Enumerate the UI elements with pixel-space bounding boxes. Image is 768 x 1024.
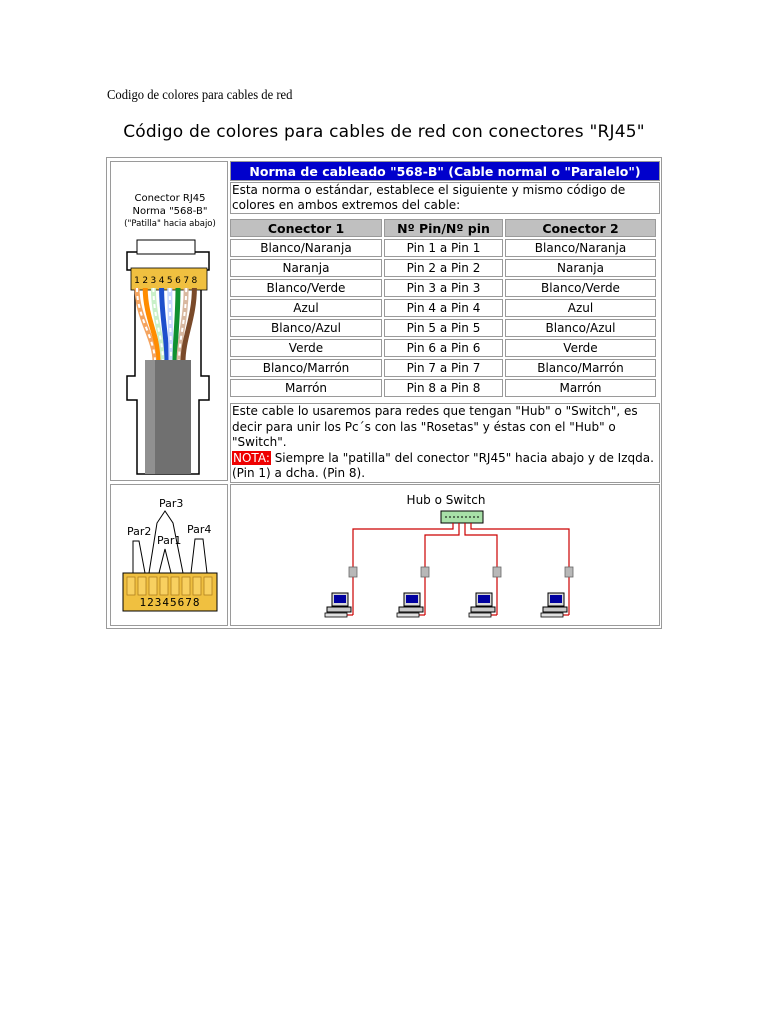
column-header-pin: Nº Pin/Nº pin	[384, 219, 503, 237]
pairs-cell	[110, 484, 228, 626]
computer-icon	[325, 593, 351, 617]
table-cell: Pin 5 a Pin 5	[384, 319, 503, 337]
wire-pairs-diagram	[111, 485, 227, 625]
color-code-table	[106, 157, 662, 629]
rj45-connector-illustration	[111, 228, 229, 478]
pin-number-8: 8	[191, 276, 198, 286]
network-link	[425, 523, 459, 615]
connector-cell	[110, 161, 228, 481]
table-cell: Azul	[505, 299, 656, 317]
pin-table	[228, 217, 658, 399]
table-row	[230, 319, 656, 337]
computer-icon	[397, 593, 423, 617]
table-cell: Pin 2 a Pin 2	[384, 259, 503, 277]
standard-intro: Esta norma o estándar, establece el siguiente y mismo código de colores en ambos extremos del cable:	[230, 182, 660, 214]
table-cell: Blanco/Marrón	[505, 359, 656, 377]
usage-note	[230, 403, 660, 483]
pin-number-5: 5	[166, 276, 173, 286]
pin-number-3: 3	[150, 276, 157, 286]
network-link	[353, 523, 453, 615]
table-row	[230, 339, 656, 357]
connector-caption-orientation: ("Patilla" hacia abajo)	[124, 219, 216, 229]
contact-slot	[127, 577, 135, 595]
wall-socket-icon	[565, 567, 573, 577]
table-cell: Verde	[230, 339, 382, 357]
column-header-connector-2: Conector 2	[505, 219, 656, 237]
pin-number-4: 4	[158, 276, 165, 286]
pin-number-6: 6	[175, 276, 181, 286]
table-cell: Pin 8 a Pin 8	[384, 379, 503, 397]
pair-label-2: Par2	[127, 525, 152, 538]
table-row	[230, 379, 656, 397]
contact-slot	[204, 577, 212, 595]
pin-number-2: 2	[142, 276, 149, 286]
nota-badge: NOTA:	[233, 450, 270, 465]
table-cell: Blanco/Azul	[505, 319, 656, 337]
table-cell: Blanco/Naranja	[230, 239, 382, 257]
table-row	[230, 279, 656, 297]
pair-label-3: Par3	[159, 497, 184, 510]
contact-slot	[182, 577, 190, 595]
column-header-connector-1: Conector 1	[230, 219, 382, 237]
computer-icon	[541, 593, 567, 617]
table-row	[230, 299, 656, 317]
table-cell: Pin 7 a Pin 7	[384, 359, 503, 377]
connector-caption-standard: Norma "568-B"	[132, 206, 208, 217]
pair-label-4: Par4	[187, 523, 212, 536]
table-cell: Naranja	[230, 259, 382, 277]
hub-label: Hub o Switch	[406, 493, 486, 507]
usage-note-text: Este cable lo usaremos para redes que tengan "Hub" o "Switch", es decir para unir los Pc´s con las "Rosetas" y éstas con el "Hub" o "Switch".	[232, 404, 638, 449]
contact-slot	[149, 577, 157, 595]
table-cell: Marrón	[230, 379, 382, 397]
pair-label-1: Par1	[157, 534, 182, 547]
table-cell: Pin 6 a Pin 6	[384, 339, 503, 357]
table-cell: Blanco/Marrón	[230, 359, 382, 377]
table-cell: Blanco/Verde	[505, 279, 656, 297]
table-cell: Verde	[505, 339, 656, 357]
network-cell	[230, 484, 660, 626]
connector-caption	[111, 192, 229, 231]
contact-slot	[138, 577, 146, 595]
table-cell: Pin 1 a Pin 1	[384, 239, 503, 257]
table-row	[230, 259, 656, 277]
connector-caption-title: Conector RJ45	[134, 193, 206, 204]
table-cell: Pin 3 a Pin 3	[384, 279, 503, 297]
table-cell: Blanco/Verde	[230, 279, 382, 297]
wall-socket-icon	[421, 567, 429, 577]
table-cell: Pin 4 a Pin 4	[384, 299, 503, 317]
table-cell: Naranja	[505, 259, 656, 277]
table-row	[230, 239, 656, 257]
table-cell: Blanco/Naranja	[505, 239, 656, 257]
contact-slot	[193, 577, 201, 595]
pin-number-7: 7	[183, 276, 190, 286]
table-cell: Blanco/Azul	[230, 319, 382, 337]
pin-number-strip: 12345678	[139, 596, 201, 609]
computer-icon	[469, 593, 495, 617]
page-title: Código de colores para cables de red con conectores "RJ45"	[123, 122, 645, 142]
wall-socket-icon	[349, 567, 357, 577]
standard-section	[230, 161, 660, 483]
table-cell: Azul	[230, 299, 382, 317]
table-cell: Marrón	[505, 379, 656, 397]
standard-header: Norma de cableado "568-B" (Cable normal o "Paralelo")	[230, 161, 660, 181]
pin-number-1: 1	[134, 276, 140, 286]
network-diagram	[231, 485, 661, 625]
table-row	[230, 359, 656, 377]
nota-text: Siempre la "patilla" del conector "RJ45" hacia abajo y de Izqda. (Pin 1) a dcha. (Pin 8).	[232, 450, 654, 480]
document-header: Codigo de colores para cables de red	[107, 88, 293, 103]
contact-slot	[160, 577, 168, 595]
wall-socket-icon	[493, 567, 501, 577]
contact-slot	[171, 577, 179, 595]
